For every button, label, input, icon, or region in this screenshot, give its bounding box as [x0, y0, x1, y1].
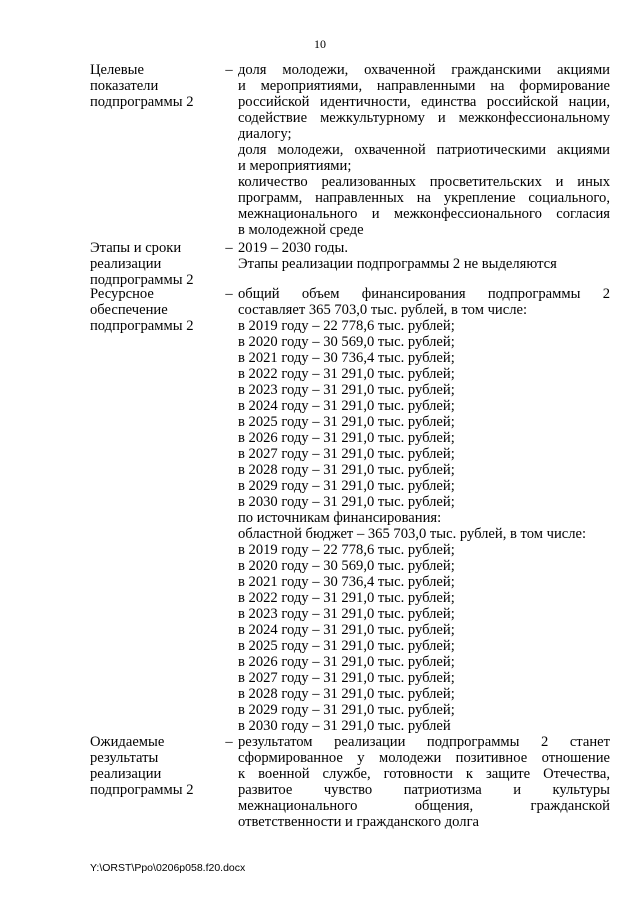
- section-label: [90, 240, 225, 288]
- content-line: к военной службе, готовности к защите Отечества,: [238, 766, 610, 782]
- section-label: [90, 62, 225, 110]
- content-line: в 2024 году – 31 291,0 тыс. рублей;: [238, 622, 455, 638]
- content-line: межнационального общения, гражданской: [238, 798, 610, 814]
- section-label-line: результаты: [90, 750, 159, 766]
- content-line: в 2025 году – 31 291,0 тыс. рублей;: [238, 414, 455, 430]
- section-label-line: реализации: [90, 766, 162, 782]
- section-content: [238, 734, 610, 830]
- content-line: в 2029 году – 31 291,0 тыс. рублей;: [238, 702, 455, 718]
- content-line: в 2019 году – 22 778,6 тыс. рублей;: [238, 542, 455, 558]
- content-line: в 2023 году – 31 291,0 тыс. рублей;: [238, 606, 455, 622]
- content-line: в 2027 году – 31 291,0 тыс. рублей;: [238, 670, 455, 686]
- section-label: [90, 734, 225, 798]
- section-label-line: обеспечение: [90, 302, 168, 318]
- content-line: количество реализованных просветительских и иных: [238, 174, 610, 190]
- content-line: в 2027 году – 31 291,0 тыс. рублей;: [238, 446, 455, 462]
- content-line: по источникам финансирования:: [238, 510, 442, 526]
- content-line: в молодежной среде: [238, 222, 364, 238]
- content-line: в 2024 году – 31 291,0 тыс. рублей;: [238, 398, 455, 414]
- section-label-line: Этапы и сроки: [90, 240, 182, 256]
- content-line: в 2026 году – 31 291,0 тыс. рублей;: [238, 654, 455, 670]
- section-label-line: подпрограммы 2: [90, 272, 194, 288]
- section-dash: –: [225, 734, 233, 750]
- page-number: 10: [314, 37, 326, 51]
- section-label-line: подпрограммы 2: [90, 318, 194, 334]
- content-line: программ, направленных на укрепление социального,: [238, 190, 610, 206]
- content-line: составляет 365 703,0 тыс. рублей, в том числе:: [238, 302, 528, 318]
- content-line: и мероприятиями, направленными на формирование: [238, 78, 610, 94]
- content-line: в 2019 году – 22 778,6 тыс. рублей;: [238, 318, 455, 334]
- content-line: российской идентичности, единства российской нации,: [238, 94, 610, 110]
- content-line: содействие межкультурному и межконфессиональному: [238, 110, 610, 126]
- content-line: общий объем финансирования подпрограммы 2: [238, 286, 610, 302]
- content-line: и мероприятиями;: [238, 158, 352, 174]
- content-line: доля молодежи, охваченной гражданскими акциями: [238, 62, 610, 78]
- content-line: в 2021 году – 30 736,4 тыс. рублей;: [238, 574, 455, 590]
- content-line: в 2022 году – 31 291,0 тыс. рублей;: [238, 366, 455, 382]
- section-content: [238, 240, 610, 272]
- section-dash: –: [225, 240, 233, 256]
- content-line: в 2029 году – 31 291,0 тыс. рублей;: [238, 478, 455, 494]
- section-label-line: подпрограммы 2: [90, 782, 194, 798]
- content-line: сформированное у молодежи позитивное отношение: [238, 750, 610, 766]
- content-line: ответственности и гражданского долга: [238, 814, 480, 830]
- content-line: областной бюджет – 365 703,0 тыс. рублей, в том числе:: [238, 526, 587, 542]
- content-line: Этапы реализации подпрограммы 2 не выделяются: [238, 256, 557, 272]
- section-content: [238, 286, 610, 734]
- content-line: доля молодежи, охваченной патриотическими акциями: [238, 142, 610, 158]
- content-line: в 2020 году – 30 569,0 тыс. рублей;: [238, 334, 455, 350]
- section-label-line: Ожидаемые: [90, 734, 165, 750]
- content-line: в 2022 году – 31 291,0 тыс. рублей;: [238, 590, 455, 606]
- content-line: диалогу;: [238, 126, 292, 142]
- section-label: [90, 286, 225, 334]
- section-label-line: Целевые: [90, 62, 144, 78]
- content-line: в 2026 году – 31 291,0 тыс. рублей;: [238, 430, 455, 446]
- content-line: в 2028 году – 31 291,0 тыс. рублей;: [238, 686, 455, 702]
- content-line: в 2030 году – 31 291,0 тыс. рублей;: [238, 494, 455, 510]
- content-line: в 2030 году – 31 291,0 тыс. рублей: [238, 718, 451, 734]
- content-line: в 2025 году – 31 291,0 тыс. рублей;: [238, 638, 455, 654]
- content-line: в 2028 году – 31 291,0 тыс. рублей;: [238, 462, 455, 478]
- content-line: в 2020 году – 30 569,0 тыс. рублей;: [238, 558, 455, 574]
- content-line: развитое чувство патриотизма и культуры: [238, 782, 610, 798]
- content-line: в 2021 году – 30 736,4 тыс. рублей;: [238, 350, 455, 366]
- section-label-line: показатели: [90, 78, 159, 94]
- section-label-line: реализации: [90, 256, 162, 272]
- content-line: результатом реализации подпрограммы 2 станет: [238, 734, 610, 750]
- section-dash: –: [225, 286, 233, 302]
- content-line: 2019 – 2030 годы.: [238, 240, 348, 256]
- section-label-line: Ресурсное: [90, 286, 154, 302]
- content-line: в 2023 году – 31 291,0 тыс. рублей;: [238, 382, 455, 398]
- section-label-line: подпрограммы 2: [90, 94, 194, 110]
- section-dash: –: [225, 62, 233, 78]
- content-line: межнационального и межконфессионального согласия: [238, 206, 610, 222]
- footer-file-path: Y:\ORST\Ppo\0206p058.f20.docx: [90, 862, 246, 874]
- section-content: [238, 62, 610, 238]
